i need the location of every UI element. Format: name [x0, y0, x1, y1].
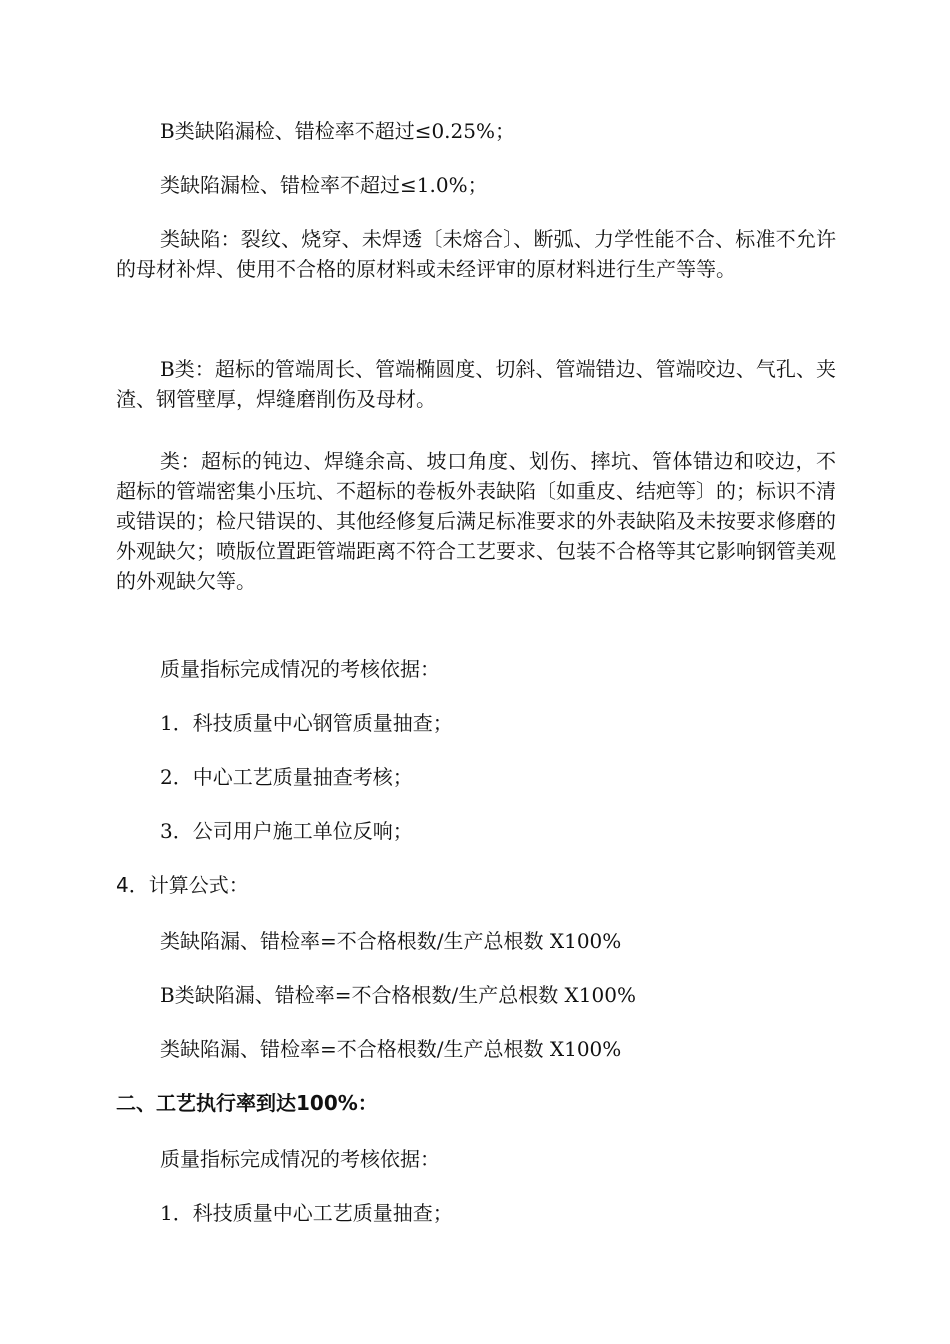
b-defect-rate-line: B类缺陷漏检、错检率不超过≤0.25%； [160, 119, 515, 143]
assessment-basis-2-item-1: 1．科技质量中心工艺质量抽查； [160, 1201, 453, 1225]
assessment-basis-2-title: 质量指标完成情况的考核依据： [160, 1147, 440, 1171]
formula-heading: 4．计算公式： [116, 873, 249, 897]
section-2-heading: 二、工艺执行率到达100%： [116, 1091, 378, 1115]
assessment-basis-item-3: 3．公司用户施工单位反响； [160, 819, 413, 843]
formula-b-line: B类缺陷漏、错检率=不合格根数/生产总根数 Χ100% [160, 983, 636, 1007]
formula-a-line: 类缺陷漏、错检率=不合格根数/生产总根数 Χ100% [160, 929, 622, 953]
assessment-basis-item-2: 2．中心工艺质量抽查考核； [160, 765, 413, 789]
c-defects-paragraph: 类：超标的钝边、焊缝余高、坡口角度、划伤、摔坑、管体错边和咬边，不超标的管端密集小压坑、不超标的卷板外表缺陷〔如重皮、结疤等〕的；标识不清或错误的；检尺错误的、其他经修复后满足标准要求的外表缺陷及未按要求修磨的外观缺欠；喷版位置距管端距离不符合工艺要求、包装不合格等其它影响钢管美观的外观缺欠等。 [116, 449, 836, 593]
assessment-basis-title: 质量指标完成情况的考核依据： [160, 657, 440, 681]
c-defect-rate-line: 类缺陷漏检、错检率不超过≤1.0%； [160, 173, 488, 197]
b-defects-paragraph: B类：超标的管端周长、管端椭圆度、切斜、管端错边、管端咬边、气孔、夹渣、钢管壁厚，焊缝磨削伤及母材。 [116, 357, 836, 411]
formula-c-line: 类缺陷漏、错检率=不合格根数/生产总根数 Χ100% [160, 1037, 622, 1061]
a-defects-paragraph: 类缺陷：裂纹、烧穿、未焊透〔未熔合〕、断弧、力学性能不合、标准不允许的母材补焊、使用不合格的原材料或未经评审的原材料进行生产等等。 [116, 227, 836, 281]
assessment-basis-item-1: 1．科技质量中心钢管质量抽查； [160, 711, 453, 735]
